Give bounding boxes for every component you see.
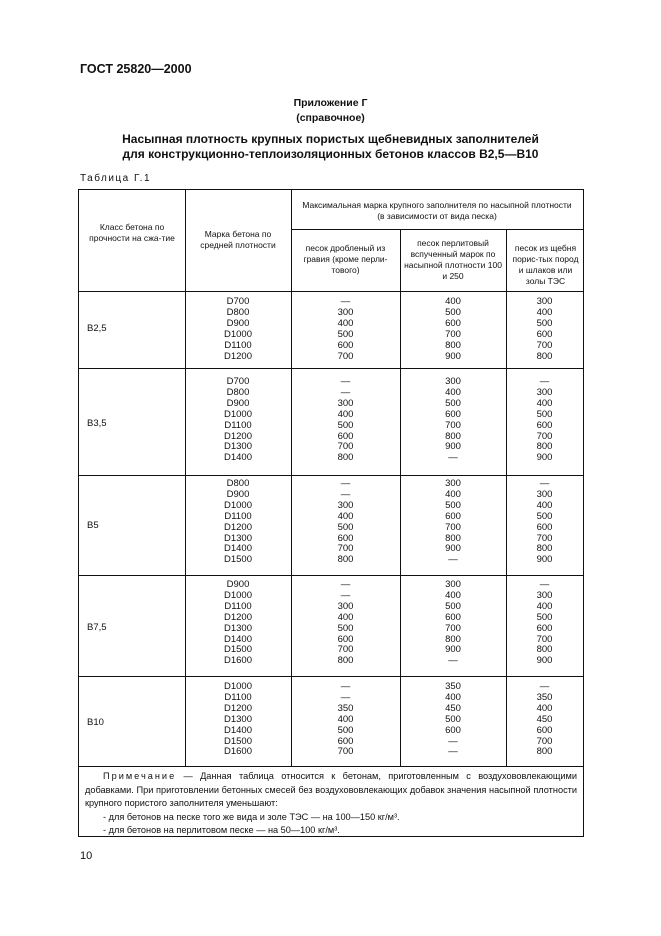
perlite-sand-column: 300 400 500 600 700 800 900 — — [445, 478, 461, 566]
title-line-2: для конструкционно-теплоизоляционных бетонов классов В2,5—В10 — [122, 147, 539, 161]
page-number: 10 — [80, 850, 93, 862]
group-divider — [79, 575, 583, 576]
annex-heading — [0, 96, 661, 126]
class-label: В5 — [87, 520, 99, 531]
porous-sand-column: — 300 400 500 600 700 800 900 — [536, 579, 553, 667]
header-subdivider — [291, 229, 583, 230]
note-divider — [79, 766, 583, 767]
grade-column: D900 D1000 D1100 D1200 D1300 D1400 D1500 D1600 — [224, 579, 252, 667]
perlite-sand-column: 300 400 500 600 700 800 900 — — [445, 376, 461, 464]
note-item: - для бетонов на перлитовом песке — на 50—100 кг/м³. — [103, 825, 340, 836]
table-label: Таблица Г.1 — [80, 173, 152, 184]
column-divider — [291, 190, 292, 766]
annex-type: (справочное) — [296, 112, 365, 124]
porous-sand-column: — 350 400 450 600 700 800 — [536, 681, 553, 758]
group-divider — [79, 368, 583, 369]
group-divider — [79, 475, 583, 476]
crushed-sand-column: — — 300 400 500 600 700 800 — [337, 579, 354, 667]
annex-label: Приложение Г — [293, 97, 368, 109]
density-table — [78, 189, 584, 837]
porous-sand-column: 300 400 500 600 700 800 — [536, 296, 553, 362]
header-sand-crushed: песок дробленый из гравия (кроме перли-тового) — [303, 243, 388, 275]
note-label: Примечание — [103, 771, 177, 781]
class-label: В10 — [87, 717, 104, 728]
perlite-sand-column: 300 400 500 600 700 800 900 — — [445, 579, 461, 667]
note-item: - для бетонов на песке того же вида и золе ТЭС — на 100—150 кг/м³. — [103, 811, 400, 822]
perlite-sand-column: 400 500 600 700 800 900 — [445, 296, 461, 362]
header-bottom-line — [79, 291, 583, 292]
grade-column: D1000 D1100 D1200 D1300 D1400 D1500 D1600 — [224, 681, 252, 758]
porous-sand-column: — 300 400 500 600 700 800 900 — [536, 478, 553, 566]
header-group: Максимальная марка крупного заполнителя по насыпной плотности (в зависимости от вида песка) — [302, 200, 572, 221]
crushed-sand-column: — — 300 400 500 600 700 800 — [337, 376, 354, 464]
grade-column: D800 D900 D1000 D1100 D1200 D1300 D1400 D1500 — [224, 478, 252, 566]
document-code: ГОСТ 25820—2000 — [80, 62, 192, 76]
grade-column: D700 D800 D900 D1000 D1100 D1200 D1300 D1400 — [224, 376, 252, 464]
header-grade: Марка бетона по средней плотности — [200, 229, 276, 250]
column-divider — [185, 190, 186, 766]
crushed-sand-column: — 300 400 500 600 700 — [337, 296, 354, 362]
page-title — [0, 132, 661, 162]
header-class: Класс бетона по прочности на сжа-тие — [89, 222, 175, 243]
title-line-1: Насыпная плотность крупных пористых щебневидных заполнителей — [122, 132, 539, 146]
group-divider — [79, 676, 583, 677]
crushed-sand-column: — — 350 400 500 600 700 — [337, 681, 354, 758]
perlite-sand-column: 350 400 450 500 600 — — — [445, 681, 461, 758]
class-label: В3,5 — [87, 418, 107, 429]
note-text: — Данная таблица относится к бетонам, приготовленным с воздухововлекающими добавками. При приготовлении бетонных смесей без воздухововлекающих добавок значения насыпной плотности крупного пористого заполнителя уменьшают: — [85, 771, 577, 809]
table-note — [85, 770, 577, 838]
class-label: В7,5 — [87, 622, 107, 633]
class-label: В2,5 — [87, 323, 107, 334]
porous-sand-column: — 300 400 500 600 700 800 900 — [536, 376, 553, 464]
header-sand-perlite: песок перлитовый вспученный марок по насыпной плотности 100 и 250 — [404, 238, 502, 281]
grade-column: D700 D800 D900 D1000 D1100 D1200 — [224, 296, 252, 362]
crushed-sand-column: — — 300 400 500 600 700 800 — [337, 478, 354, 566]
header-sand-porous: песок из щебня порис-тых пород и шлаков или золы ТЭС — [512, 243, 579, 286]
